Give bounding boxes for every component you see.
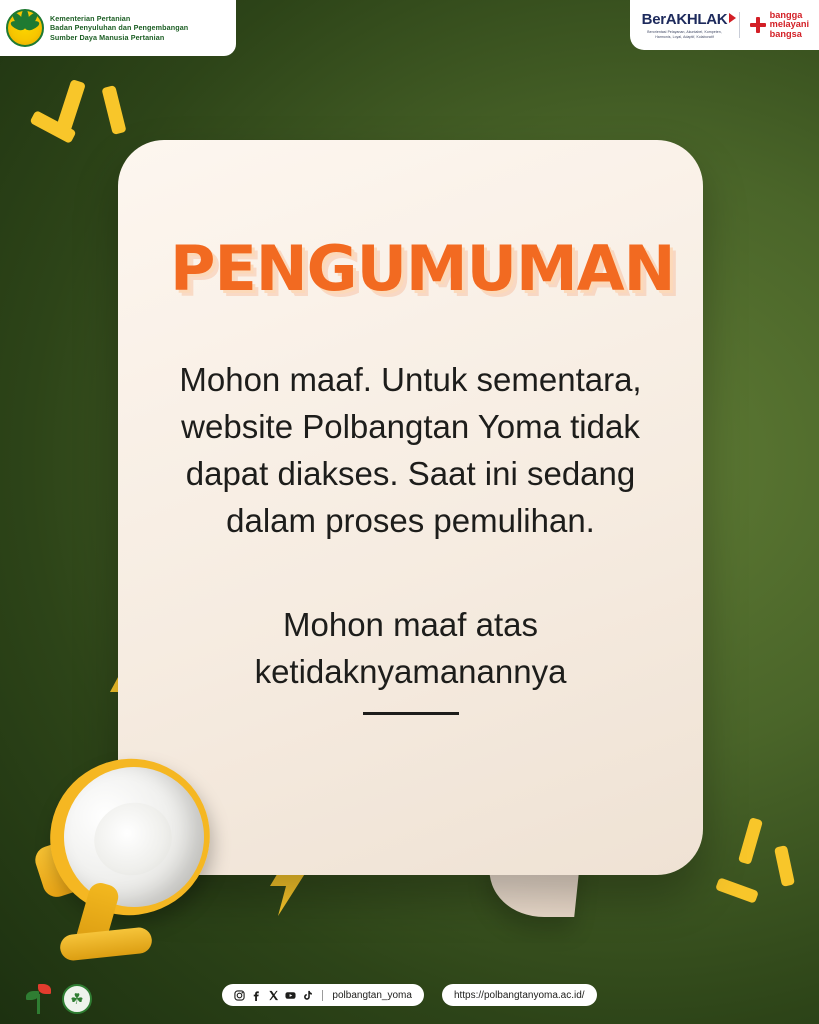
facebook-icon[interactable] bbox=[251, 990, 262, 1001]
polbangtan-round-logo-icon: ☘ bbox=[62, 984, 92, 1014]
berakhlak-prefix: Ber bbox=[641, 10, 666, 28]
header-divider bbox=[739, 12, 740, 38]
ministry-line-3: Sumber Daya Manusia Pertanian bbox=[50, 32, 165, 42]
underline-divider bbox=[363, 712, 459, 715]
bangga-melayani-bangsa-logo bbox=[750, 11, 809, 40]
ministry-line-2: Badan Penyuluhan dan Pengembangan bbox=[50, 23, 189, 33]
spark-icon bbox=[101, 85, 126, 135]
bangga-line-2: melayani bbox=[769, 19, 809, 30]
bangga-line-3: bangsa bbox=[769, 28, 802, 39]
website-url: https://polbangtanyoma.ac.id/ bbox=[453, 989, 585, 1001]
x-twitter-icon[interactable] bbox=[268, 990, 279, 1001]
footer-bar bbox=[0, 966, 819, 1024]
ministry-header bbox=[0, 0, 236, 56]
social-handle: polbangtan_yoma bbox=[332, 989, 412, 1001]
announcement-paragraph-1: Mohon maaf. Untuk sementara, website Polbangtan Yoma tidak dapat diakses. Saat ini sedang dalam proses pemulihan. bbox=[179, 361, 642, 539]
social-media-pill[interactable] bbox=[222, 984, 424, 1006]
instagram-icon[interactable] bbox=[234, 990, 245, 1001]
page-title: PENGUMUMAN bbox=[170, 232, 675, 305]
pill-divider bbox=[322, 990, 323, 1001]
tiktok-icon[interactable] bbox=[302, 990, 313, 1001]
spark-icon bbox=[738, 817, 763, 865]
berakhlak-tagline: Berorientasi Pelayanan, Akuntabel, Kompeten, Harmonis, Loyal, Adaptif, Kolaboratif bbox=[647, 29, 722, 39]
spark-icon bbox=[715, 877, 759, 904]
branding-header bbox=[630, 0, 819, 50]
announcement-paragraph-2: Mohon maaf atas ketidaknyamanannya bbox=[254, 606, 567, 691]
spark-icon bbox=[774, 845, 795, 887]
bangga-line-1: bangga bbox=[769, 9, 803, 20]
berakhlak-suffix: AKHLAK bbox=[665, 10, 728, 28]
plus-mark-icon bbox=[750, 17, 766, 33]
berakhlak-logo bbox=[640, 11, 729, 39]
ministry-line-1: Kementerian Pertanian bbox=[50, 14, 131, 24]
website-pill[interactable] bbox=[442, 984, 597, 1006]
megaphone-icon bbox=[20, 755, 260, 975]
youtube-icon[interactable] bbox=[285, 990, 296, 1001]
kementan-logo-icon bbox=[6, 9, 44, 47]
